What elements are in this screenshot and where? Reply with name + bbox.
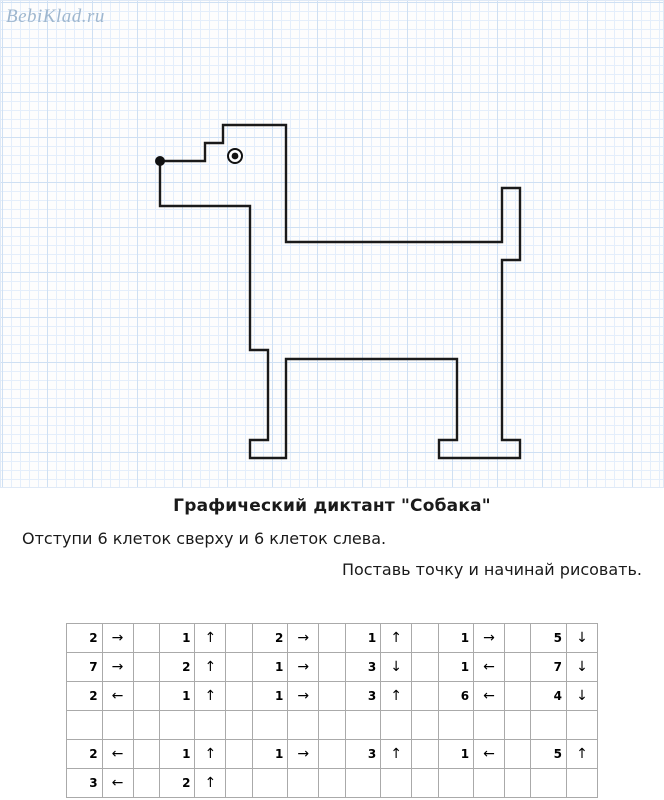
dictation-table-wrapper (66, 623, 598, 798)
cell-count: 3 (67, 769, 103, 798)
cell-arrow: ↓ (566, 653, 597, 682)
cell-count: 2 (67, 740, 103, 769)
dog-eye-pupil (232, 153, 239, 160)
cell-count (159, 711, 195, 740)
cell-arrow: ↑ (566, 740, 597, 769)
cell-spacer (412, 624, 438, 653)
cell-arrow: ← (102, 740, 133, 769)
cell-arrow: → (288, 653, 319, 682)
instruction-line-2: Поставь точку и начинай рисовать. (341, 560, 642, 579)
cell-arrow (381, 711, 412, 740)
cell-arrow (381, 769, 412, 798)
cell-arrow: → (288, 624, 319, 653)
cell-spacer (505, 711, 531, 740)
cell-count: 1 (159, 624, 195, 653)
cell-spacer (412, 682, 438, 711)
cell-spacer (412, 653, 438, 682)
cell-count: 7 (67, 653, 103, 682)
cell-spacer (133, 711, 159, 740)
cell-count: 1 (438, 624, 474, 653)
cell-spacer (133, 682, 159, 711)
cell-arrow: ← (102, 769, 133, 798)
cell-arrow: ↑ (381, 624, 412, 653)
cell-arrow: ↑ (381, 740, 412, 769)
cell-count: 1 (252, 740, 288, 769)
cell-arrow (566, 711, 597, 740)
cell-arrow: ← (474, 682, 505, 711)
cell-arrow: ↓ (566, 624, 597, 653)
cell-arrow: ↑ (195, 740, 226, 769)
cell-arrow: ↑ (195, 624, 226, 653)
cell-count (438, 769, 474, 798)
cell-arrow: ↑ (195, 653, 226, 682)
cell-spacer (133, 653, 159, 682)
cell-spacer (319, 711, 345, 740)
cell-count: 3 (345, 740, 381, 769)
cell-count: 1 (438, 740, 474, 769)
cell-spacer (412, 769, 438, 798)
cell-count (345, 711, 381, 740)
cell-count: 1 (438, 653, 474, 682)
cell-spacer (505, 624, 531, 653)
cell-count: 3 (345, 682, 381, 711)
cell-count: 2 (67, 682, 103, 711)
cell-count (531, 711, 567, 740)
cell-arrow (288, 769, 319, 798)
cell-arrow: ↓ (381, 653, 412, 682)
cell-count: 5 (531, 740, 567, 769)
cell-spacer (226, 769, 252, 798)
table-row (67, 624, 598, 653)
cell-spacer (319, 653, 345, 682)
cell-spacer (505, 653, 531, 682)
cell-spacer (319, 624, 345, 653)
table-row (67, 682, 598, 711)
cell-spacer (319, 769, 345, 798)
cell-arrow: ↑ (381, 682, 412, 711)
cell-count: 2 (67, 624, 103, 653)
cell-count: 6 (438, 682, 474, 711)
cell-arrow: → (288, 682, 319, 711)
cell-arrow: → (474, 624, 505, 653)
cell-count: 4 (531, 682, 567, 711)
cell-spacer (226, 653, 252, 682)
caption-block (0, 496, 664, 579)
instruction-line-1: Отступи 6 клеток сверху и 6 клеток слева. (22, 529, 387, 548)
cell-count: 1 (345, 624, 381, 653)
cell-arrow: ← (474, 653, 505, 682)
cell-count: 2 (159, 769, 195, 798)
table-row (67, 653, 598, 682)
table-row (67, 740, 598, 769)
cell-spacer (226, 740, 252, 769)
table-row (67, 769, 598, 798)
cell-count (252, 711, 288, 740)
cell-arrow (474, 769, 505, 798)
cell-count: 7 (531, 653, 567, 682)
cell-arrow: ↑ (195, 682, 226, 711)
cell-count: 5 (531, 624, 567, 653)
table-row (67, 711, 598, 740)
cell-count: 2 (252, 624, 288, 653)
cell-arrow (474, 711, 505, 740)
cell-count (345, 769, 381, 798)
cell-arrow (102, 711, 133, 740)
cell-spacer (412, 711, 438, 740)
cell-spacer (226, 682, 252, 711)
cell-spacer (505, 769, 531, 798)
cell-arrow (566, 769, 597, 798)
cell-spacer (226, 711, 252, 740)
start-point-dot (155, 156, 165, 166)
cell-arrow: → (288, 740, 319, 769)
cell-count: 1 (252, 682, 288, 711)
cell-spacer (412, 740, 438, 769)
cell-spacer (505, 740, 531, 769)
cell-count: 3 (345, 653, 381, 682)
cell-count (438, 711, 474, 740)
cell-spacer (133, 624, 159, 653)
dictation-table (66, 623, 598, 798)
cell-spacer (319, 740, 345, 769)
cell-count: 1 (159, 740, 195, 769)
cell-arrow: ← (102, 682, 133, 711)
cell-count (252, 769, 288, 798)
cell-count: 1 (252, 653, 288, 682)
cell-spacer (505, 682, 531, 711)
dog-outline-path (160, 125, 520, 458)
cell-spacer (319, 682, 345, 711)
cell-arrow: → (102, 653, 133, 682)
page-title: Графический диктант "Собака" (173, 496, 491, 516)
cell-count: 1 (159, 682, 195, 711)
cell-arrow (288, 711, 319, 740)
cell-spacer (133, 740, 159, 769)
cell-count (531, 769, 567, 798)
cell-arrow: ↓ (566, 682, 597, 711)
cell-count: 2 (159, 653, 195, 682)
cell-arrow: ← (474, 740, 505, 769)
cell-arrow: ↑ (195, 769, 226, 798)
cell-spacer (133, 769, 159, 798)
cell-arrow: → (102, 624, 133, 653)
cell-spacer (226, 624, 252, 653)
watermark-bebiklad: BebiKlad.ru (6, 6, 105, 27)
cell-count (67, 711, 103, 740)
cell-arrow (195, 711, 226, 740)
